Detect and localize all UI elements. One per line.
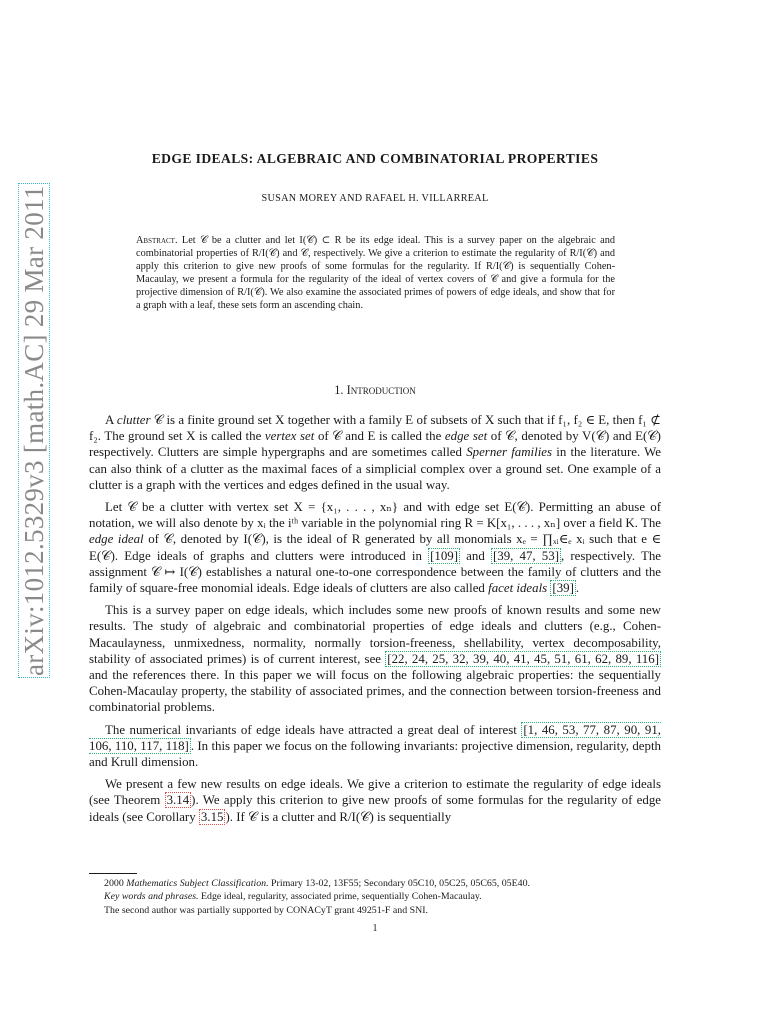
footnote-funding: The second author was partially supported by CONACyT grant 49251-F and SNI.	[104, 904, 428, 916]
arxiv-sidebar	[14, 185, 54, 678]
footnotes	[104, 877, 664, 917]
abstract-label: Abstract.	[136, 235, 178, 246]
term-edge-ideal: edge ideal	[89, 532, 144, 547]
arxiv-identifier-stamp[interactable]	[14, 185, 54, 678]
footnote-keywords: Key words and phrases. Edge ideal, regularity, associated prime, sequentially Cohen-Macaulay.	[104, 891, 482, 903]
abstract	[136, 234, 615, 313]
theorem-ref-link[interactable]: 3.14	[166, 793, 190, 808]
paper-authors: SUSAN MOREY AND RAFAEL H. VILLARREAL	[261, 193, 489, 204]
term-facet-ideals: facet ideals	[488, 581, 548, 596]
paragraph-2: Let 𝒞 be a clutter with vertex set X = {x₁, . . . , xₙ} and with edge set E(𝒞). Permitting an abuse of notation, we will also denote by xᵢ the iᵗʰ variable in the polynomial ring R = K[x₁, . . . , xₙ] over a field K. The edge ideal of 𝒞, denoted by I(𝒞), is the ideal of R generated by all monomials xₑ = ∏ₓᵢ∈ₑ xᵢ such that e ∈ E(𝒞). Edge ideals of graphs and clutters were introduced in [109] and [39, 47, 53] , respectively. The assignment 𝒞 ↦ I(𝒞) establishes a natural one-to-one correspondence between the family of clutters and the family of square-free monomial ideals. Edge ideals of clutters are also called facet ideals [39] .	[89, 500, 662, 596]
citation-link[interactable]: [22, 24, 25, 32, 39, 40, 41, 45, 51, 61, 62, 89, 116]	[387, 651, 659, 666]
page-number: 1	[372, 923, 378, 934]
paragraph-3: This is a survey paper on edge ideals, which includes some new proofs of known results and some new results. The study of algebraic and combinatorial properties of edge ideals and clutters (e.g., Cohen-Macaulayness, unmixedness, normality, normally torsion-freeness, shellability, vertex decomposability, stability of associated primes) is of current interest, see [22, 24, 25, 32, 39, 40, 41, 45, 51, 61, 62, 89, 116] and the references there. In this paper we will focus on the following algebraic properties: the sequentially Cohen-Macaulay property, the stability of associated primes, and the connection between torsion-freeness and combinatorial problems.	[89, 603, 661, 715]
citation-link[interactable]: [109]	[430, 548, 458, 563]
paragraph-5: We present a few new results on edge ideals. We give a criterion to estimate the regularity of edge ideals (see Theorem 3.14 ). We apply this criterion to give new proofs of some formulas for the regularity of edge ideals (see Corollary 3.15 ). If 𝒞 is a clutter and R/I(𝒞) is sequentially	[89, 777, 661, 824]
citation-link[interactable]: [39, 47, 53]	[492, 548, 559, 563]
term-vertex-set: vertex set	[264, 429, 315, 444]
paragraph-4: The numerical invariants of edge ideals have attracted a great deal of interest [1, 46, 53, 77, 87, 90, 91, 106, 110, 117, 118] . In this paper we focus on the following invariants: projective dimension, regularity, depth and Krull dimension.	[89, 722, 661, 770]
footnote-rule	[89, 873, 137, 874]
section-heading	[90, 383, 660, 398]
term-clutter: clutter	[116, 413, 151, 427]
section-title: Introduction	[346, 383, 416, 397]
footnote-msc: 2000 Mathematics Subject Classification. Primary 13-02, 13F55; Secondary 05C10, 05C25, 05C65, 05E40.	[104, 878, 530, 889]
corollary-ref-link[interactable]: 3.15	[200, 809, 224, 824]
term-edge-set: edge set	[444, 429, 488, 444]
body-text	[89, 412, 661, 831]
arxiv-identifier-text[interactable]: arXiv:1012.5329v3 [math.AC] 29 Mar 2011	[19, 185, 49, 676]
term-sperner-families: Sperner families	[466, 445, 553, 460]
citation-link[interactable]: [39]	[552, 581, 574, 596]
abstract-text: Let 𝒞 be a clutter and let I(𝒞) ⊂ R be its edge ideal. This is a survey paper on the algebraic and combinatorial properties of R/I(𝒞) and 𝒞, respectively. We give a criterion to estimate the regularity of R/I(𝒞) and apply this criterion to give new proofs of some formulas for the regularity. If R/I(𝒞) is sequentially Cohen-Macaulay, we present a formula for the regularity of the ideal of vertex covers of 𝒞 and give a formula for the projective dimension of R/I(𝒞). We also examine the associated primes of powers of edge ideals, and show that for a graph with a leaf, these sets form an ascending chain.	[136, 235, 616, 312]
paragraph-1: A clutter 𝒞 is a finite ground set X together with a family E of subsets of X such that if f₁, f₂ ∈ E, then f₁ ⊄ f₂. The ground set X is called the vertex set of 𝒞 and E is called the edge set of 𝒞, denoted by V(𝒞) and E(𝒞) respectively. Clutters are simple hypergraphs and are sometimes called Sperner families in the literature. We can also think of a clutter as the maximal faces of a simplicial complex over a ground set. One example of a clutter is a graph with the vertices and edges defined in the usual way.	[89, 413, 662, 492]
section-number: 1.	[334, 383, 344, 397]
paper-title: EDGE IDEALS: ALGEBRAIC AND COMBINATORIAL PROPERTIES	[151, 151, 599, 166]
citation-link[interactable]: [1, 46, 53, 77, 87, 90, 91, 106, 110, 117, 118]	[89, 722, 661, 753]
